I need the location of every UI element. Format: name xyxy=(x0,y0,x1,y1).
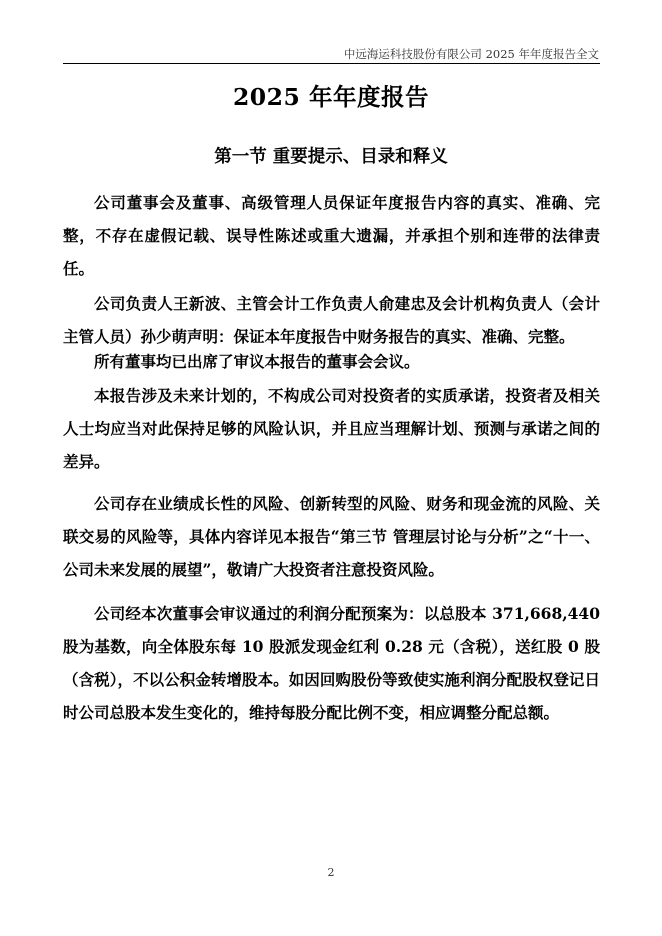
paragraph-profit-distribution: 公司经本次董事会审议通过的利润分配预案为：以总股本 371,668,440 股为基数，向全体股东每 10 股派发现金红利 0.28 元（含税），送红股 0 股（含税），不以公积金转增股本。如因回购股份等致使实施利润分配股权登记日时公司总股本发生变化的，维持每股分配比例不变，相应调整分配总额。 xyxy=(63,604,600,722)
paragraph-board-attendance: 所有董事均已出席了审议本报告的董事会会议。 xyxy=(94,352,420,371)
page-number: 2 xyxy=(327,866,335,879)
report-title: 2025 年年度报告 xyxy=(232,83,430,111)
paragraph-risk-factors: 公司存在业绩成长性的风险、创新转型的风险、财务和现金流的风险、关联交易的风险等，具体内容详见本报告“第三节 管理层讨论与分析”之“十一、公司未来发展的展望”，敬请广大投资者注意投资风险。 xyxy=(63,494,600,579)
header-divider xyxy=(63,63,600,64)
running-header: 中远海运科技股份有限公司 2025 年年度报告全文 xyxy=(343,47,599,61)
paragraph-forward-looking: 本报告涉及未来计划的，不构成公司对投资者的实质承诺，投资者及相关人士均应当对此保持足够的风险认识，并且应当理解计划、预测与承诺之间的差异。 xyxy=(63,386,600,471)
paragraph-responsible-persons: 公司负责人王新波、主管会计工作负责人俞建忠及会计机构负责人（会计主管人员）孙少萌声明：保证本年度报告中财务报告的真实、准确、完整。 xyxy=(63,294,600,346)
paragraph-accuracy-statement: 公司董事会及董事、高级管理人员保证年度报告内容的真实、准确、完整，不存在虚假记载、误导性陈述或重大遗漏，并承担个别和连带的法律责任。 xyxy=(63,193,600,278)
section-title: 第一节 重要提示、目录和释义 xyxy=(214,147,448,167)
